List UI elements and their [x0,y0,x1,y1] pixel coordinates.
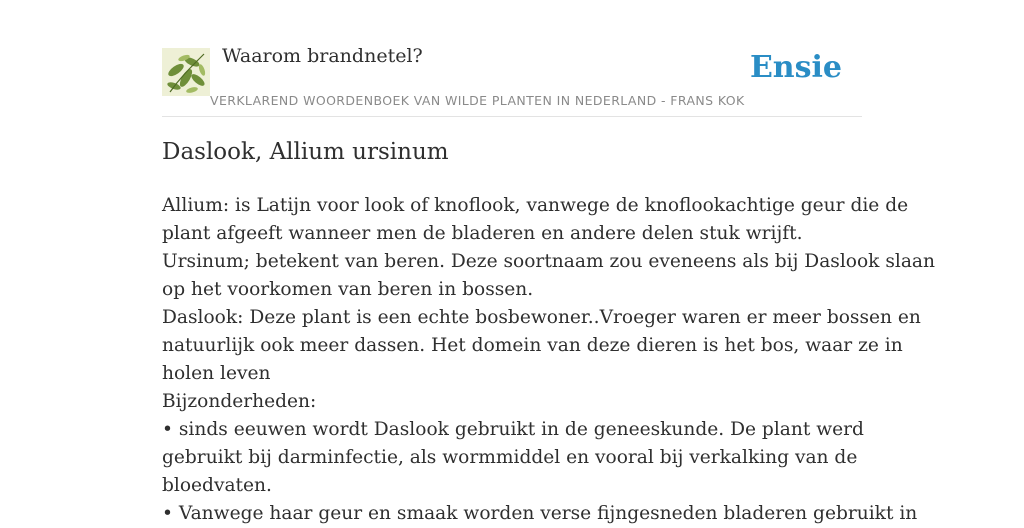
body-line: holen leven [162,363,271,384]
body-line: Daslook: Deze plant is een echte bosbewoner..Vroeger waren er meer bossen en [162,307,921,328]
body-line: • Vanwege haar geur en smaak worden verse fijngesneden bladeren gebruikt in [162,503,918,524]
body-line: plant afgeeft wanneer men de bladeren en andere delen stuk wrijft. [162,223,803,244]
plant-leaves-icon[interactable] [162,48,210,96]
brand-logo[interactable]: Ensie [749,50,842,85]
body-line: • sinds eeuwen wordt Daslook gebruikt in de geneeskunde. De plant werd [162,419,864,440]
body-line: Bijzonderheden: [162,391,317,412]
body-line: gebruikt bij darminfectie, als wormmiddel en vooral bij verkalking van de [162,447,858,468]
entry-body [162,192,935,528]
body-line: op het voorkomen van beren in bossen. [162,279,534,300]
body-line: Ursinum; betekent van beren. Deze soortnaam zou eveneens als bij Daslook slaan [162,251,935,272]
body-line: bloedvaten. [162,475,272,496]
site-title[interactable]: Waarom brandnetel? [222,45,423,67]
body-line: natuurlijk ook meer dassen. Het domein van deze dieren is het bos, waar ze in [162,335,903,356]
dictionary-subtitle[interactable]: VERKLAREND WOORDENBOEK VAN WILDE PLANTEN IN NEDERLAND - FRANS KOK [210,93,745,108]
header [162,44,862,117]
body-line: Allium: is Latijn voor look of knoflook, vanwege de knoflookachtige geur die de [162,195,909,216]
entry-title: Daslook, Allium ursinum [162,139,449,165]
